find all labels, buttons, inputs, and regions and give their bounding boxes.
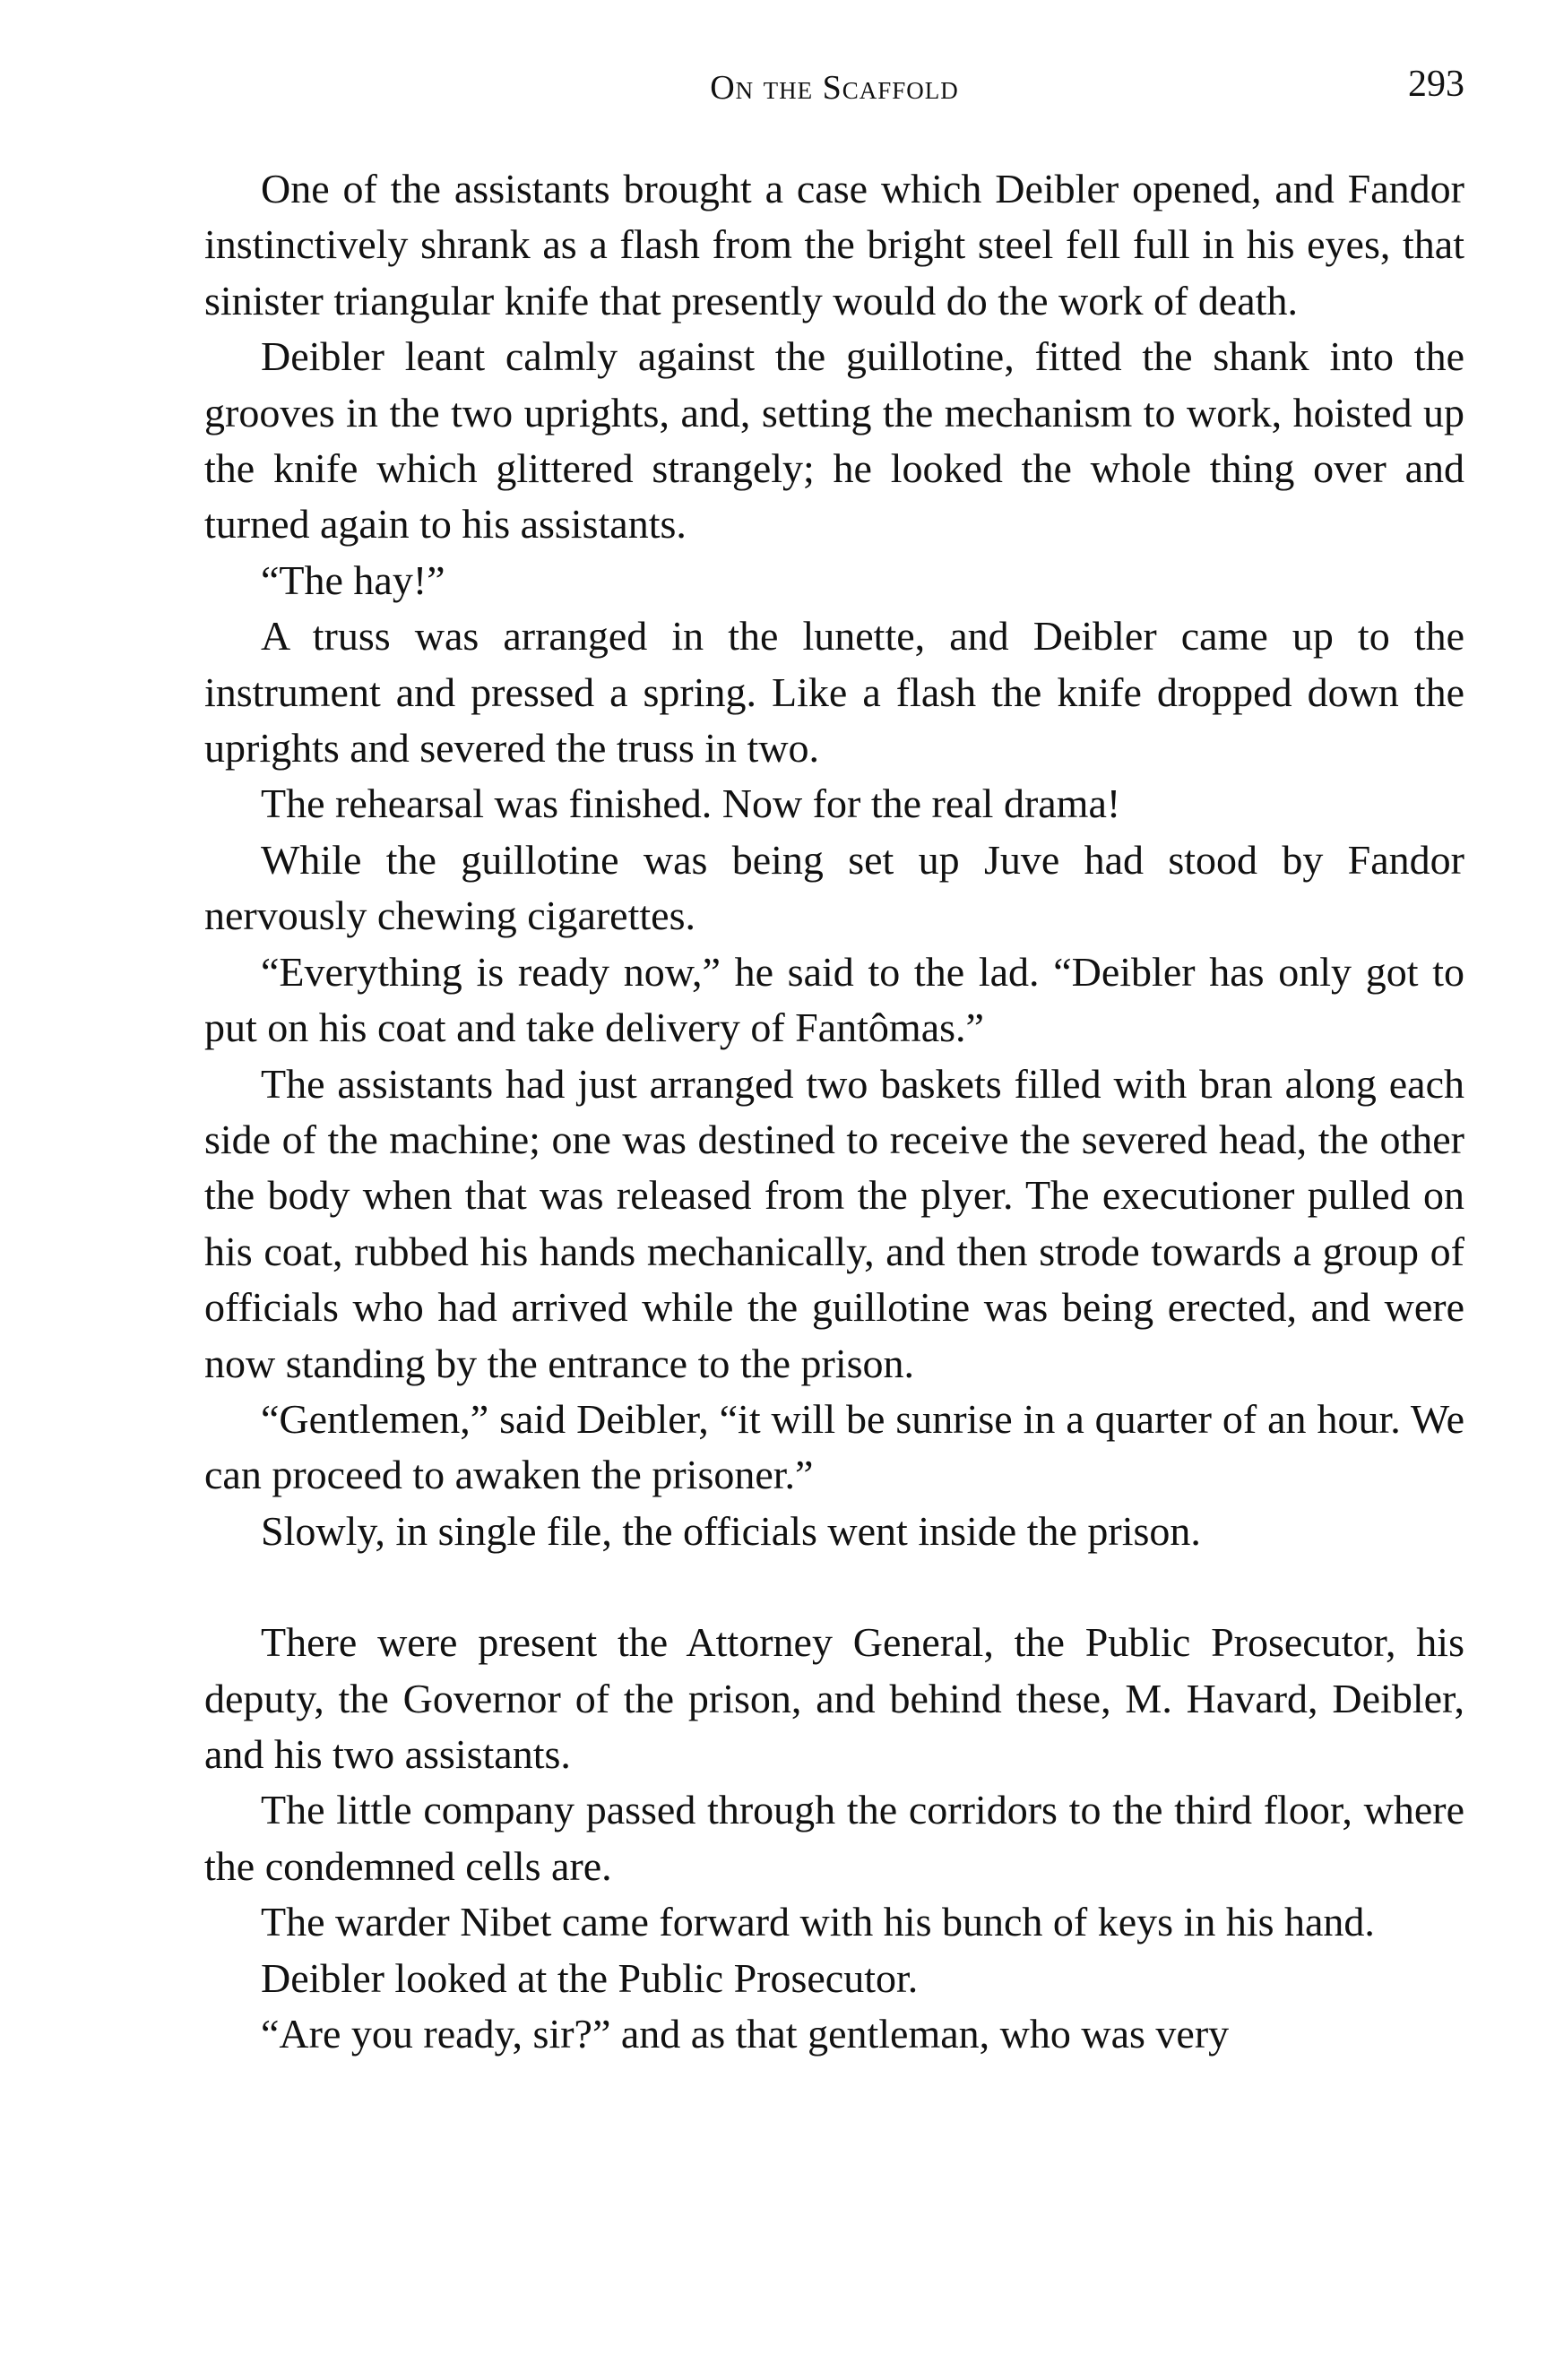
body-text <box>204 161 1464 2062</box>
paragraph: The little company passed through the corridors to the third floor, where the condemned cells are. <box>204 1787 1464 1889</box>
paragraph: While the guillotine was being set up Juve had stood by Fandor nervously chewing cigarettes. <box>204 836 1464 939</box>
paragraph: “Are you ready, sir?” and as that gentleman, who was very <box>261 2011 1230 2057</box>
paragraph: Deibler looked at the Public Prosecutor. <box>261 1954 919 2001</box>
section-break <box>204 1559 1464 1615</box>
paragraph: The rehearsal was finished. Now for the real drama! <box>261 780 1121 827</box>
paragraph: One of the assistants brought a case which Deibler opened, and Fandor instinctively shrank as a flash from the bright steel fell full in his eyes, that sinister triangular knife that presently would do the work of death. <box>204 166 1464 323</box>
paragraph: “Everything is ready now,” he said to the lad. “Deibler has only got to put on his coat and take delivery of Fantômas.” <box>204 948 1464 1051</box>
chapter-title: On the Scaffold <box>710 69 959 107</box>
paragraph: The assistants had just arranged two baskets filled with bran along each side of the machine; one was destined to receive the severed head, the other the body when that was released from the plyer. The executioner pulled on his coat, rubbed his hands mechanically, and then strode towards a group of officials who had arrived while the guillotine was being erected, and were now standing by the entrance to the prison. <box>204 1060 1464 1386</box>
page-number: 293 <box>1408 64 1464 105</box>
paragraph: There were present the Attorney General, the Public Prosecutor, his deputy, the Governor of the prison, and behind these, M. Havard, Deibler, and his two assistants. <box>204 1619 1464 1777</box>
paragraph: “The hay!” <box>261 556 445 603</box>
paragraph: Slowly, in single file, the officials went inside the prison. <box>261 1507 1201 1554</box>
paragraph: “Gentlemen,” said Deibler, “it will be sunrise in a quarter of an hour. We can proceed to awaken the prisoner.” <box>204 1395 1464 1498</box>
paragraph: The warder Nibet came forward with his bunch of keys in his hand. <box>261 1899 1375 1945</box>
paragraph: Deibler leant calmly against the guillotine, fitted the shank into the grooves in the two uprights, and, setting the mechanism to work, hoisted up the knife which glittered strangely; he looked the whole thing over and turned again to his assistants. <box>204 333 1464 548</box>
running-head <box>204 63 1464 116</box>
paragraph: A truss was arranged in the lunette, and Deibler came up to the instrument and pressed a spring. Like a flash the knife dropped down the uprights and severed the truss in two. <box>204 613 1464 772</box>
